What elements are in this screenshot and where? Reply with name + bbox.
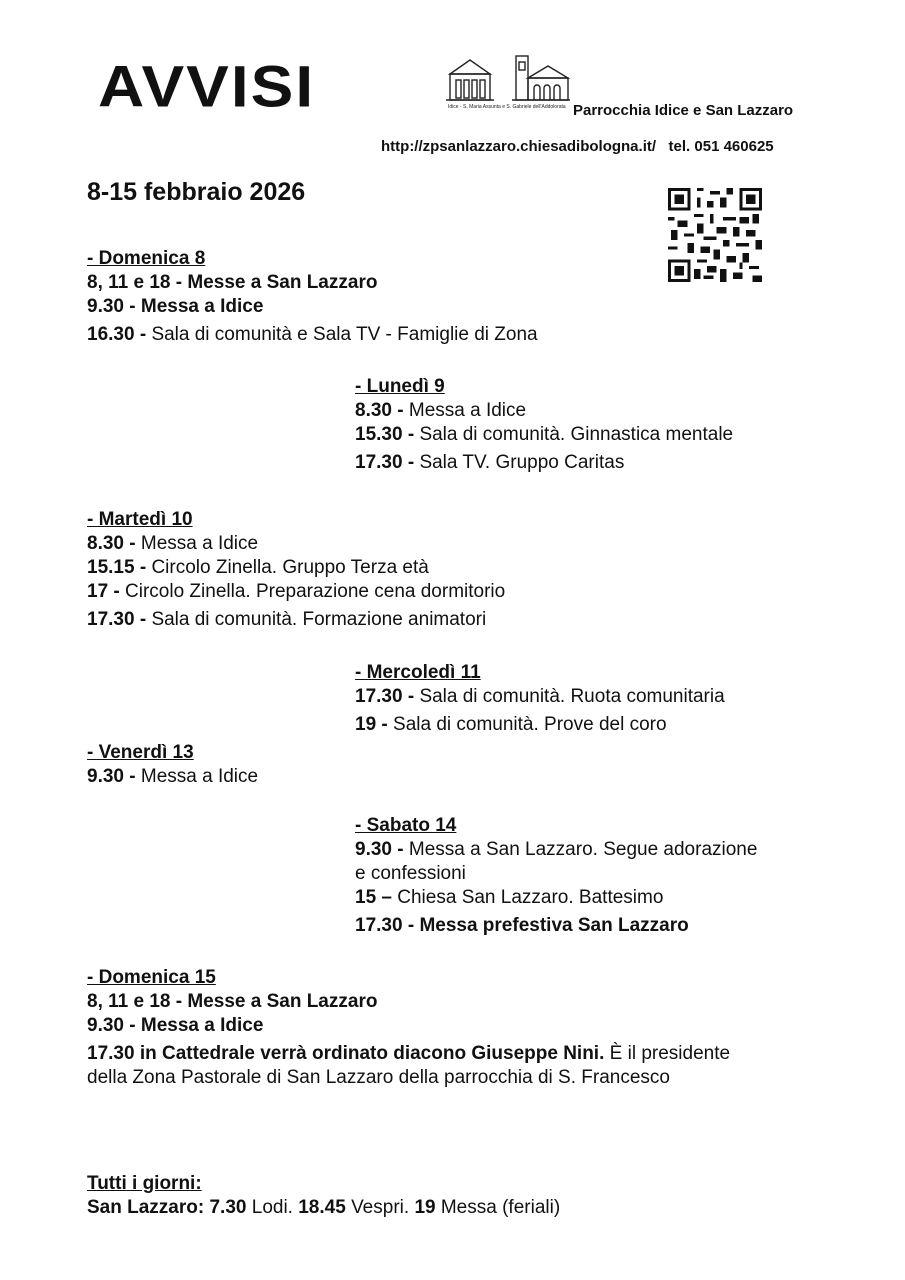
schedule-item: 8.30 - Messa a Idice [87, 533, 259, 554]
schedule-item: 17.30 - Sala di comunità. Ruota comunitaria [355, 686, 725, 707]
website-link[interactable]: http://zpsanlazzaro.chiesadibologna.it/ [381, 138, 657, 155]
schedule-item: 8, 11 e 18 - Messe a San Lazzaro [87, 991, 378, 1012]
phone-number: tel. 051 460625 [668, 138, 774, 155]
schedule-item: 9.30 - Messa a Idice [87, 1015, 264, 1036]
page-title: AVVISI [98, 52, 316, 120]
schedule-item: 17.30 - Sala di comunità. Formazione animatori [87, 609, 487, 630]
schedule-item-continuation: della Zona Pastorale di San Lazzaro della parrocchia di S. Francesco [87, 1067, 670, 1088]
daily-line: San Lazzaro: 7.30 Lodi. 18.45 Vespri. 19 Messa (feriali) [87, 1197, 561, 1218]
schedule-item: 8.30 - Messa a Idice [355, 400, 527, 421]
day-block-martedi-10 [87, 508, 505, 632]
schedule-item: 17.30 - Messa prefestiva San Lazzaro [355, 915, 689, 936]
parish-logo [444, 52, 572, 118]
day-block-domenica-8 [87, 247, 538, 347]
day-block-sabato-14 [355, 814, 757, 938]
day-heading: - Domenica 15 [87, 967, 216, 988]
schedule-item: 17 - Circolo Zinella. Preparazione cena dormitorio [87, 581, 506, 602]
schedule-item: 9.30 - Messa a Idice [87, 766, 259, 787]
daily-schedule [87, 1172, 560, 1220]
schedule-item: 17.30 in Cattedrale verrà ordinato diacono Giuseppe Nini. È il presidente [87, 1043, 731, 1064]
contact-line [381, 138, 774, 155]
schedule-item: 9.30 - Messa a Idice [87, 296, 264, 317]
day-block-mercoledi-11 [355, 661, 725, 737]
schedule-item: 9.30 - Messa a San Lazzaro. Segue adorazione [355, 839, 758, 860]
period-heading: 8-15 febbraio 2026 [87, 178, 306, 206]
day-block-venerdi-13 [87, 741, 258, 789]
day-block-domenica-15 [87, 966, 827, 1090]
schedule-item: 15.30 - Sala di comunità. Ginnastica mentale [355, 424, 734, 445]
parish-name: Parrocchia Idice e San Lazzaro [573, 102, 794, 119]
schedule-item: 17.30 - Sala TV. Gruppo Caritas [355, 452, 625, 473]
day-heading: - Venerdì 13 [87, 742, 194, 763]
daily-heading: Tutti i giorni: [87, 1173, 202, 1194]
qr-code-icon [668, 188, 762, 282]
day-heading: - Mercoledì 11 [355, 662, 481, 683]
schedule-item: 8, 11 e 18 - Messe a San Lazzaro [87, 272, 378, 293]
day-block-lunedi-9 [355, 375, 733, 475]
logo-caption: Idice - S. Maria Assunta e S. Gabriele dell'Addolorata [448, 104, 566, 110]
schedule-item: 15.15 - Circolo Zinella. Gruppo Terza età [87, 557, 429, 578]
day-heading: - Domenica 8 [87, 248, 206, 269]
schedule-item: 19 - Sala di comunità. Prove del coro [355, 714, 667, 735]
schedule-item-continuation: e confessioni [355, 863, 466, 884]
schedule-item: 15 – Chiesa San Lazzaro. Battesimo [355, 887, 664, 908]
day-heading: - Martedì 10 [87, 509, 193, 530]
day-heading: - Lunedì 9 [355, 376, 445, 397]
day-heading: - Sabato 14 [355, 815, 457, 836]
schedule-item: 16.30 - Sala di comunità e Sala TV - Famiglie di Zona [87, 324, 538, 345]
